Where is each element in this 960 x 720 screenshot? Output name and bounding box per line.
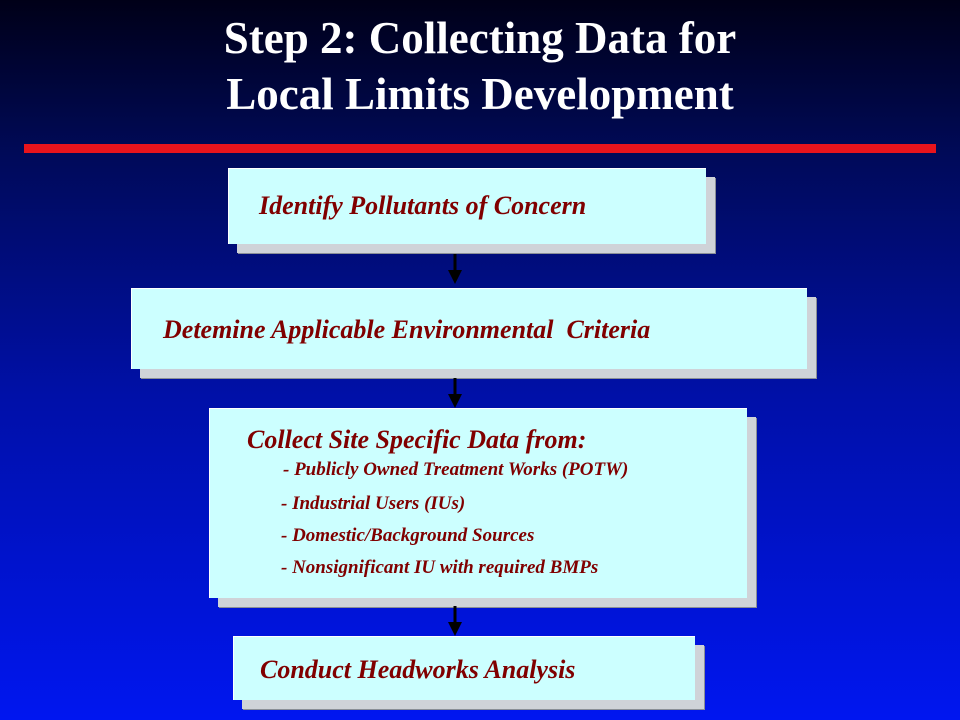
step-collect-data-box xyxy=(209,408,747,598)
step-headworks-analysis-box xyxy=(233,636,695,700)
step-identify-pollutants-label: Identify Pollutants of Concern xyxy=(259,191,587,220)
step-environmental-criteria-label: Detemine Applicable Environmental Criteria xyxy=(163,315,651,344)
step-headworks-analysis-label: Conduct Headworks Analysis xyxy=(260,655,576,684)
title-divider xyxy=(24,144,936,153)
slide-title-line-2: Local Limits Development xyxy=(226,69,734,119)
flow-arrow-down-icon xyxy=(448,254,462,284)
data-source-item-domestic: - Domestic/Background Sources xyxy=(281,525,535,546)
slide-title xyxy=(0,10,960,122)
data-source-item-potw: - Publicly Owned Treatment Works (POTW) xyxy=(283,459,629,480)
data-source-item-nonsignificant-iu: - Nonsignificant IU with required BMPs xyxy=(281,557,599,578)
slide-title-line-1: Step 2: Collecting Data for xyxy=(223,13,737,63)
step-collect-data-heading: Collect Site Specific Data from: xyxy=(247,425,587,454)
step-identify-pollutants-box xyxy=(228,168,706,244)
flow-arrow-down-icon xyxy=(448,378,462,408)
flow-arrow-down-icon xyxy=(448,606,462,636)
step-environmental-criteria-box xyxy=(131,288,807,369)
data-source-item-industrial-users: - Industrial Users (IUs) xyxy=(281,493,466,514)
